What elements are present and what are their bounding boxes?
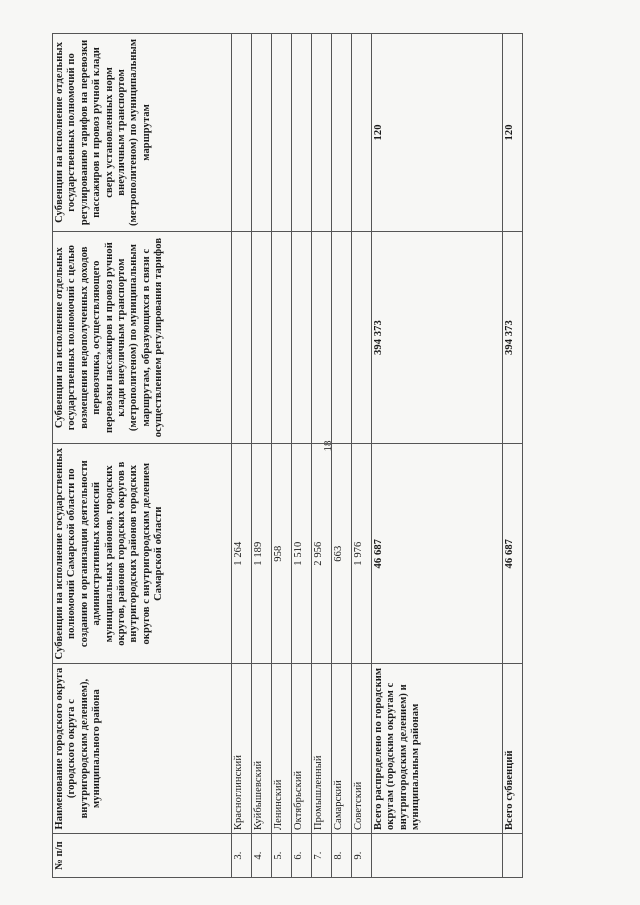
- row-number: 5.: [272, 834, 292, 878]
- metro-compensation-value: [272, 231, 292, 443]
- row-number: 6.: [292, 834, 312, 878]
- row-number: 4.: [252, 834, 272, 878]
- header-metro-tariffs: Субвенции на исполнение отдельных государственных полномочий по регулированию тарифов на перевозки пассажиров и провоз ручной клади сверх установленных норм внеуличным транспортом (метрополитеном) по муниципальным маршрутам: [53, 34, 232, 232]
- table-row: [352, 34, 372, 878]
- table-header-row: [53, 34, 232, 878]
- grand-total-row: [503, 34, 523, 878]
- table-row: [272, 34, 292, 878]
- total-admin-commission-value: 46 687: [372, 444, 503, 664]
- district-name: Самарский: [332, 664, 352, 834]
- district-name: Куйбышевский: [252, 664, 272, 834]
- metro-tariff-value: [292, 34, 312, 232]
- metro-tariff-value: [352, 34, 372, 232]
- grand-total-metro-tariff-value: 120: [503, 34, 523, 232]
- district-name: Ленинский: [272, 664, 292, 834]
- metro-compensation-value: [332, 231, 352, 443]
- metro-tariff-value: [272, 34, 292, 232]
- metro-tariff-value: [312, 34, 332, 232]
- header-municipality: Наименование городского округа (городского округа с внутригородским делением), муниципального района: [53, 664, 232, 834]
- header-admin-commissions: Субвенции на исполнение государственных полномочий Самарской области по созданию и организации деятельности административных комиссий муниципальных районов, городских округов, районов городских округов в внутригородских районов городских округов с внутригородским делением Самарской области: [53, 444, 232, 664]
- metro-compensation-value: [292, 231, 312, 443]
- row-number: 8.: [332, 834, 352, 878]
- metro-compensation-value: [232, 231, 252, 443]
- grand-total-label: Всего субвенций: [503, 664, 523, 834]
- page-number: 18: [322, 440, 334, 452]
- admin-commission-value: 1 976: [352, 444, 372, 664]
- row-number: 7.: [312, 834, 332, 878]
- metro-tariff-value: [332, 34, 352, 232]
- metro-compensation-value: [352, 231, 372, 443]
- metro-compensation-value: [312, 231, 332, 443]
- table-row: [292, 34, 312, 878]
- metro-tariff-value: [232, 34, 252, 232]
- district-name: Октябрьский: [292, 664, 312, 834]
- metro-tariff-value: [252, 34, 272, 232]
- total-metro-tariff-value: 120: [372, 34, 503, 232]
- total-distributed-label: Всего распределено по городским округам (городским округам с внутригородским делением) и муниципальным районам: [372, 664, 503, 834]
- row-number: 3.: [232, 834, 252, 878]
- grand-total-admin-commission-value: 46 687: [503, 444, 523, 664]
- table-row: [232, 34, 252, 878]
- admin-commission-value: 663: [332, 444, 352, 664]
- district-name: Красноглинский: [232, 664, 252, 834]
- table-row: [312, 34, 332, 878]
- table-row: [332, 34, 352, 878]
- grand-total-metro-compensation-value: 394 373: [503, 231, 523, 443]
- admin-commission-value: 2 956: [312, 444, 332, 664]
- subvention-table: [52, 33, 523, 878]
- header-metro-compensation: Субвенции на исполнение отдельных государственных полномочий с целью возмещения недополученных доходов перевозчика, осуществляющего перевозки пассажиров и провоз ручной клади внеуличным транспортом (метрополитеном) по муниципальным маршрутам, образующихся в связи с осуществлением регулирования тарифов: [53, 231, 232, 443]
- total-metro-compensation-value: 394 373: [372, 231, 503, 443]
- header-number: № п/п: [53, 834, 232, 878]
- district-name: Промышленный: [312, 664, 332, 834]
- admin-commission-value: 958: [272, 444, 292, 664]
- row-number: 9.: [352, 834, 372, 878]
- rotated-table-wrapper: [52, 33, 640, 878]
- total-distributed-row: [372, 34, 503, 878]
- admin-commission-value: 1 189: [252, 444, 272, 664]
- district-name: Советский: [352, 664, 372, 834]
- row-number-empty: [372, 834, 503, 878]
- row-number-empty: [503, 834, 523, 878]
- metro-compensation-value: [252, 231, 272, 443]
- table-row: [252, 34, 272, 878]
- admin-commission-value: 1 510: [292, 444, 312, 664]
- admin-commission-value: 1 264: [232, 444, 252, 664]
